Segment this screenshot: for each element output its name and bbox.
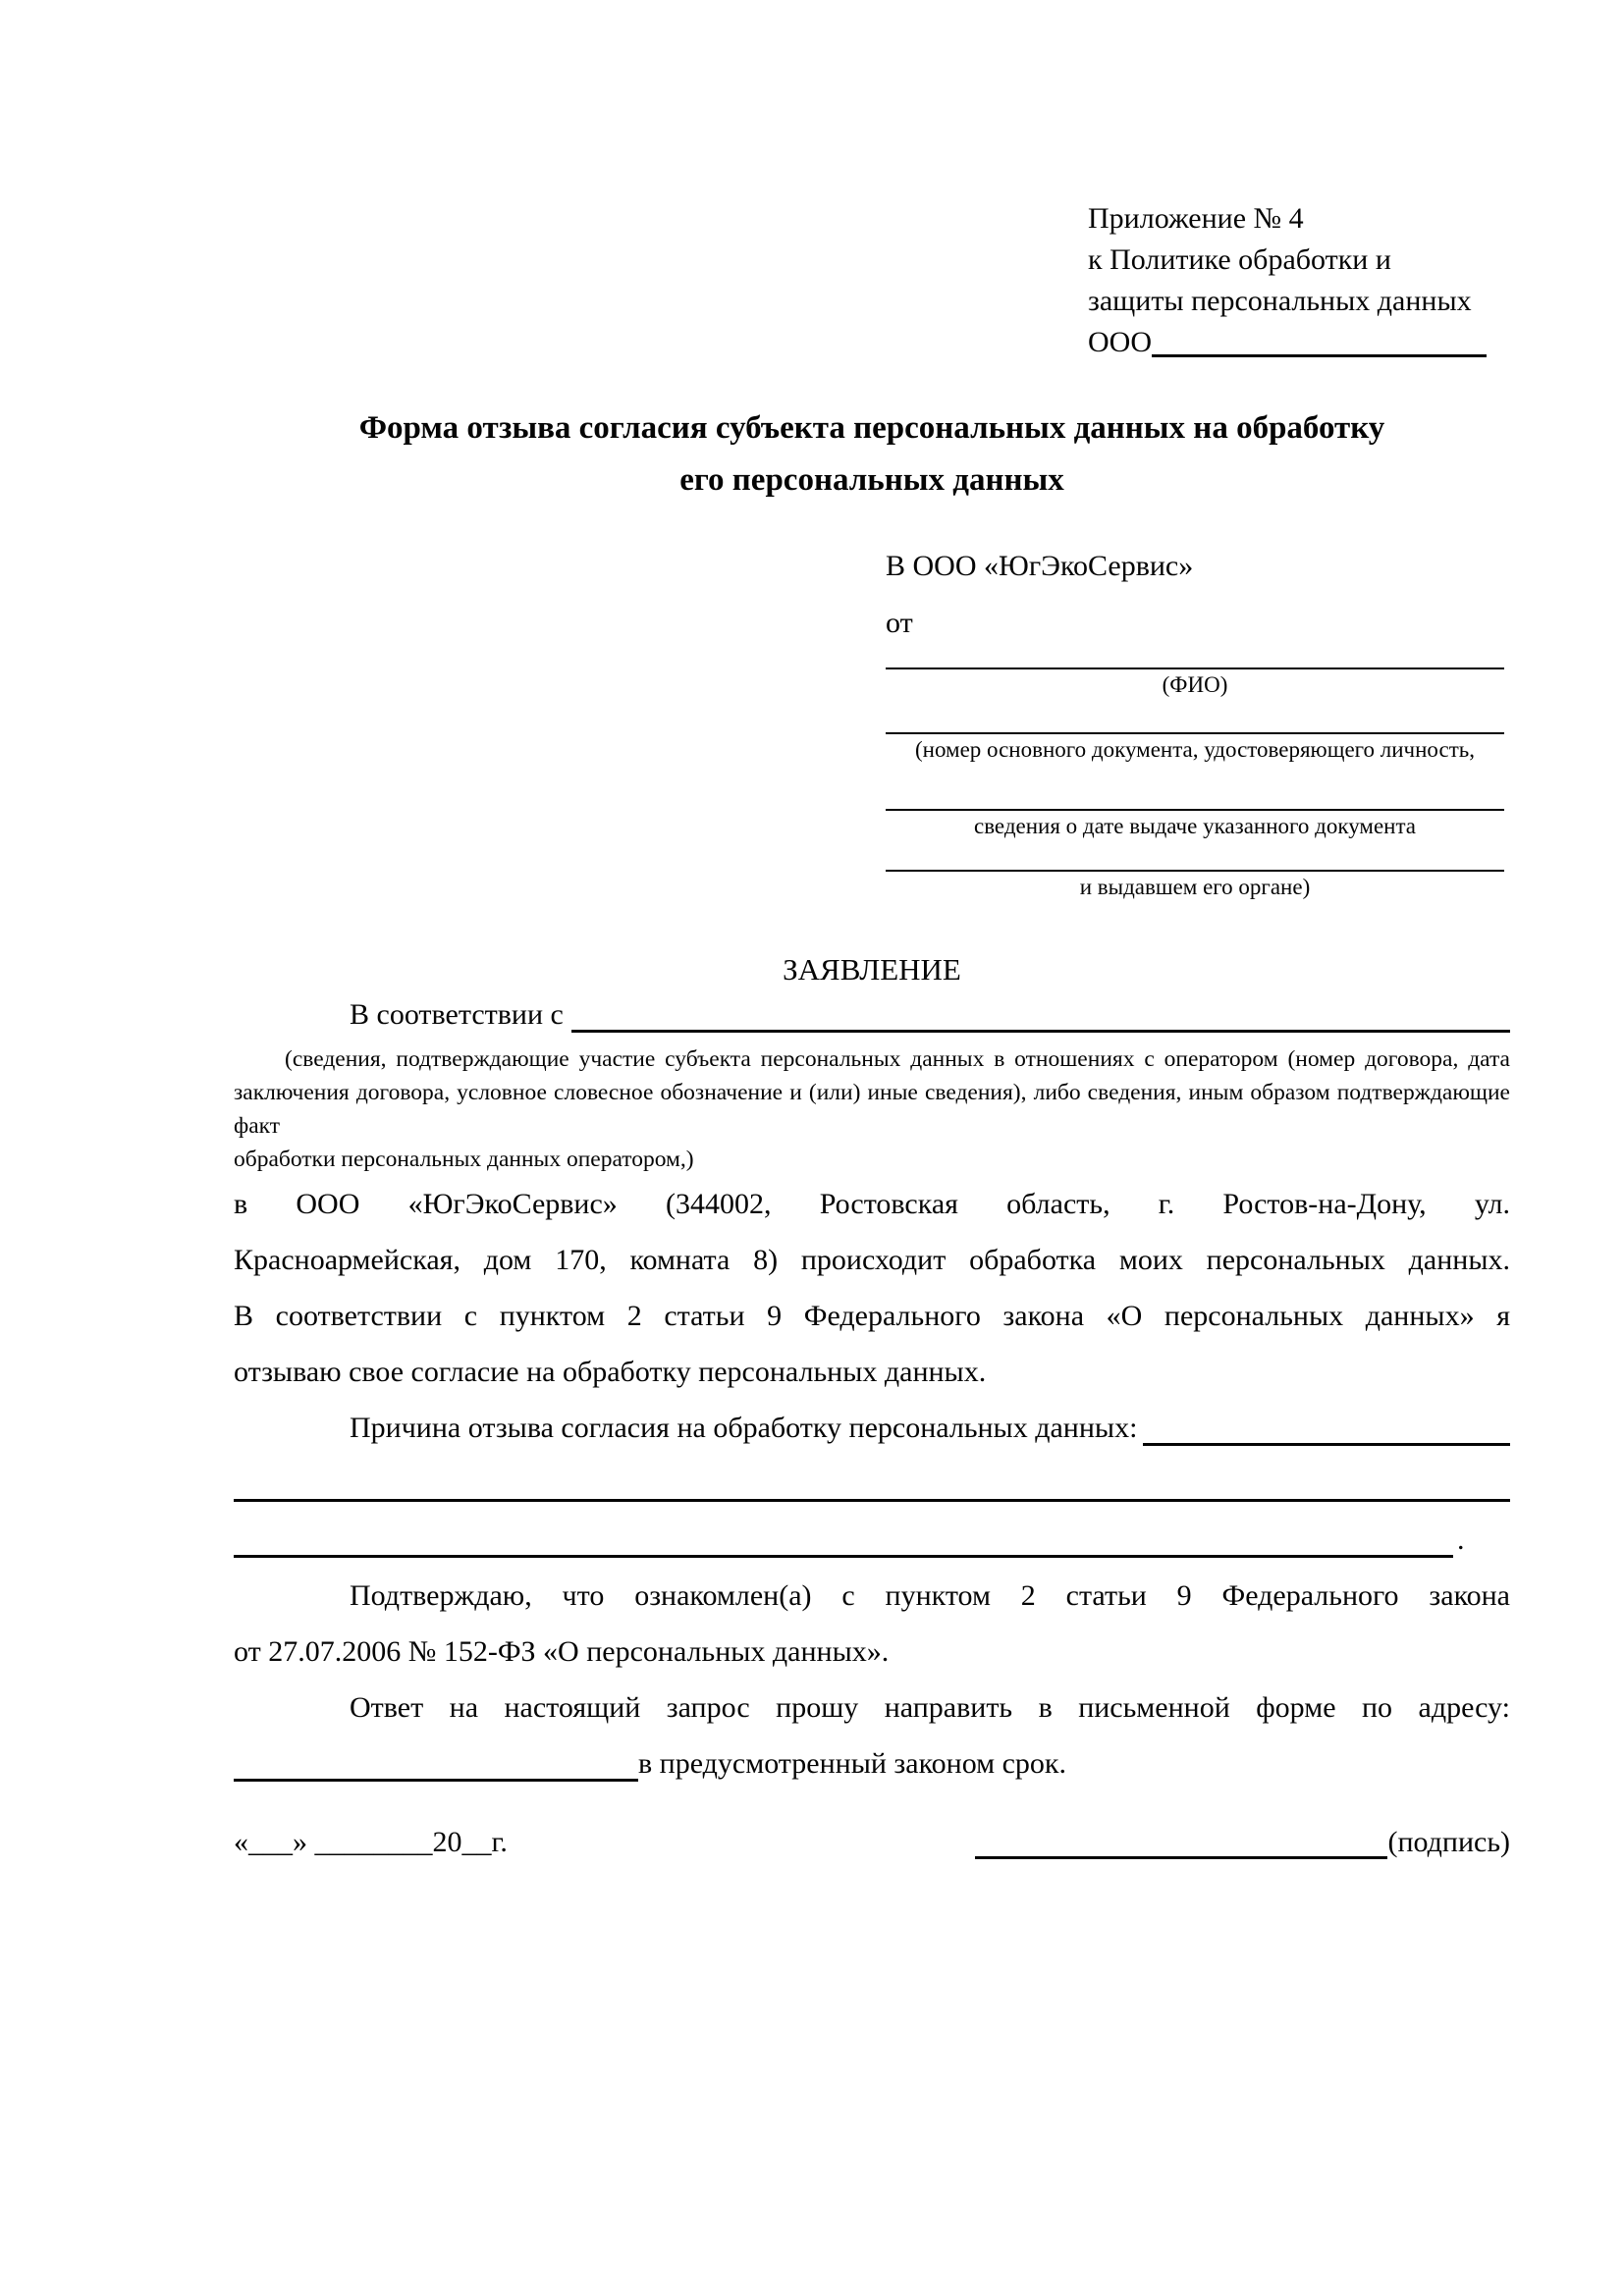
reply-line: Ответ на настоящий запрос прошу направить в письменной форме по адресу: [350,1691,1510,1724]
body-line: В соответствии с пунктом 2 статьи 9 Федерального закона «О персональных данных» я [234,1300,1510,1332]
document-title [234,402,1510,507]
reason-row [234,1400,1510,1456]
issue-date-field [886,809,1504,842]
body-line: отзываю свое согласие на обработку персональных данных. [234,1356,987,1388]
paragraph-indent [234,1400,350,1456]
organization-name-blank [1152,354,1487,357]
intro-note-line: заключения договора, условное словесное обозначение и (или) иные сведения), либо сведения, иным образом подтверждающие факт [234,1080,1510,1139]
body-line: Красноармейская, дом 170, комната 8) происходит обработка моих персональных данных. [234,1244,1510,1276]
confirm-line: от 27.07.2006 № 152-ФЗ «О персональных данных». [234,1635,890,1668]
signature-blank-line [975,1856,1387,1859]
intro-prefix: В соответствии с [350,998,564,1031]
reason-blank-line-3 [234,1512,1453,1558]
date-blank: «___» ________20__г. [234,1826,508,1858]
appendix-note-line: к Политике обработки и [1088,243,1391,276]
addressee-from-label: от [886,607,913,639]
reason-blank-line-2 [234,1456,1510,1502]
reply-address-row [234,1735,1510,1791]
issuing-authority-caption: и выдавшем его органе) [1079,875,1311,899]
signature-caption: (подпись) [1387,1826,1510,1858]
reply-line-end: в предусмотренный законом срок. [638,1747,1066,1780]
reason-label: Причина отзыва согласия на обработку персональных данных: [350,1412,1138,1444]
issuing-authority-field [886,870,1504,903]
appendix-note-line: защиты персональных данных [1088,285,1472,317]
issue-date-caption: сведения о дате выдаче указанного документа [973,814,1417,838]
fio-field [886,667,1504,701]
document-title-line: его персональных данных [679,462,1064,498]
intro-note-line: (сведения, подтверждающие участие субъекта персональных данных в отношениях с оператором (номер договора, дата [285,1046,1510,1072]
signature-block [975,1814,1510,1871]
addressee-block [886,538,1504,903]
document-title-line: Форма отзыва согласия субъекта персональных данных на обработку [358,410,1385,446]
address-blank-line [234,1735,638,1782]
reason-blank-line [1143,1400,1510,1446]
intro-row [234,989,1510,1041]
intro-blank-line [571,1030,1510,1033]
document-number-field [886,732,1504,766]
sentence-period: . [1457,1523,1465,1556]
reason-blank-row [234,1456,1510,1512]
addressee-to: В ООО «ЮгЭкоСервис» [886,550,1194,582]
statement-body [234,989,1510,1791]
intro-note-line: обработки персональных данных оператором,) [234,1147,694,1172]
appendix-note-line: Приложение № 4 [1088,202,1304,235]
document-number-caption: (номер основного документа, удостоверяющего личность, [914,737,1475,762]
statement-heading: ЗАЯВЛЕНИЕ [783,952,961,987]
body-line: в ООО «ЮгЭкоСервис» (344002, Ростовская область, г. Ростов-на-Дону, ул. [234,1188,1510,1220]
fio-caption: (ФИО) [1162,672,1228,697]
organization-name-row [1088,322,1487,363]
reason-blank-row [234,1512,1510,1568]
confirm-line: Подтверждаю, что ознакомлен(а) с пунктом 2 статьи 9 Федерального закона [350,1579,1510,1612]
organization-label: ООО [1088,326,1152,358]
footer-row [234,1814,1510,1871]
appendix-note [1088,198,1487,363]
